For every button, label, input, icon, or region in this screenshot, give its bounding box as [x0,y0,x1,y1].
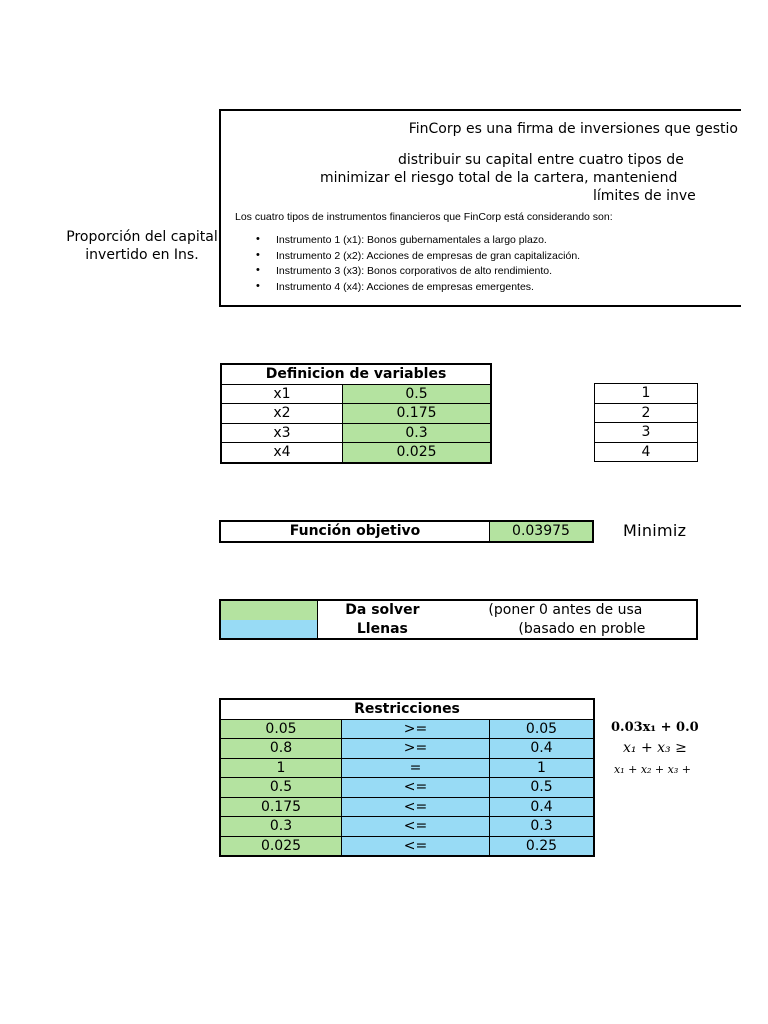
instrument-list [236,234,580,296]
list-item: • Instrumento 2 (x2): Acciones de empresas de gran capitalización. [236,250,580,266]
legend-filled-label: Llenas [356,620,408,637]
table-row [221,384,491,404]
restrictions-table [219,698,595,857]
index-cell[interactable]: 3 [595,423,698,443]
var-value-cell[interactable]: 0.3 [343,423,492,443]
table-row [220,817,594,837]
legend-filled-swatch[interactable] [220,620,318,640]
table-row [595,384,698,404]
table-row [220,758,594,778]
restriction-op[interactable]: <= [342,817,490,837]
restriction-lhs[interactable]: 0.175 [220,797,342,817]
index-table [594,383,698,462]
objective-value[interactable]: 0.03975 [490,521,594,542]
restriction-lhs[interactable]: 0.025 [220,836,342,856]
restriction-rhs[interactable]: 0.05 [490,719,595,739]
minimize-label: Minimiz [623,521,687,540]
var-value-cell[interactable]: 0.5 [343,384,492,404]
table-row [220,600,697,620]
restriction-rhs[interactable]: 1 [490,758,595,778]
side-label: Proporción del capital invertido en Ins. [66,229,218,263]
index-cell[interactable]: 1 [595,384,698,404]
formula-1: 0.03x₁ + 0.0 [611,720,699,735]
desc-intro: Los cuatro tipos de instrumentos financieros que FinCorp está considerando son: [235,211,613,223]
table-row [595,403,698,423]
restriction-lhs[interactable]: 0.8 [220,739,342,759]
index-cell[interactable]: 4 [595,442,698,462]
variables-header[interactable]: Definicion de variables [221,364,491,384]
table-row [220,797,594,817]
var-name-cell[interactable]: x4 [221,443,343,463]
restrictions-header[interactable]: Restricciones [220,699,594,719]
restriction-rhs[interactable]: 0.25 [490,836,595,856]
box-edge-gap [676,301,706,305]
restriction-lhs[interactable]: 0.3 [220,817,342,837]
restriction-lhs[interactable]: 1 [220,758,342,778]
table-row [221,443,491,463]
table-row [220,719,594,739]
table-row [220,739,594,759]
legend-solver-swatch[interactable] [220,600,318,620]
restriction-lhs[interactable]: 0.5 [220,778,342,798]
restriction-rhs[interactable]: 0.4 [490,797,595,817]
var-value-cell[interactable]: 0.175 [343,404,492,424]
desc-line-2: distribuir su capital entre cuatro tipos de [398,152,684,168]
legend-solver-label: Da solver [345,602,420,619]
restriction-op[interactable]: >= [342,739,490,759]
legend-table [219,599,698,640]
restriction-op[interactable]: <= [342,778,490,798]
table-row [221,423,491,443]
table-row [595,423,698,443]
list-item: • Instrumento 4 (x4): Acciones de empresas emergentes. [236,281,580,297]
legend-filled-note: (basado en proble [518,620,646,637]
table-row [221,404,491,424]
table-row [595,442,698,462]
desc-line-3: minimizar el riesgo total de la cartera, manteniend [320,170,678,186]
formula-2: x₁ + x₃ ≥ [623,740,687,756]
table-row [220,620,697,640]
variables-table [220,363,492,464]
restriction-lhs[interactable]: 0.05 [220,719,342,739]
restriction-op[interactable]: = [342,758,490,778]
index-cell[interactable]: 2 [595,403,698,423]
restriction-op[interactable]: <= [342,797,490,817]
restriction-op[interactable]: >= [342,719,490,739]
restriction-op[interactable]: <= [342,836,490,856]
var-name-cell[interactable]: x3 [221,423,343,443]
restriction-rhs[interactable]: 0.5 [490,778,595,798]
list-item: • Instrumento 3 (x3): Bonos corporativos de alto rendimiento. [236,265,580,281]
var-value-cell[interactable]: 0.025 [343,443,492,463]
formula-3: x₁ + x₂ + x₃ + [614,763,691,776]
restriction-rhs[interactable]: 0.4 [490,739,595,759]
table-row [220,778,594,798]
var-name-cell[interactable]: x2 [221,404,343,424]
table-row [220,836,594,856]
desc-line-1: FinCorp es una firma de inversiones que gestio [408,121,738,137]
objective-label[interactable]: Función objetivo [220,521,490,542]
list-item: • Instrumento 1 (x1): Bonos gubernamentales a largo plazo. [236,234,580,250]
objective-table [219,520,594,543]
var-name-cell[interactable]: x1 [221,384,343,404]
restriction-rhs[interactable]: 0.3 [490,817,595,837]
desc-line-4: límites de inve [593,188,696,204]
legend-solver-note: (poner 0 antes de usa [488,602,643,619]
